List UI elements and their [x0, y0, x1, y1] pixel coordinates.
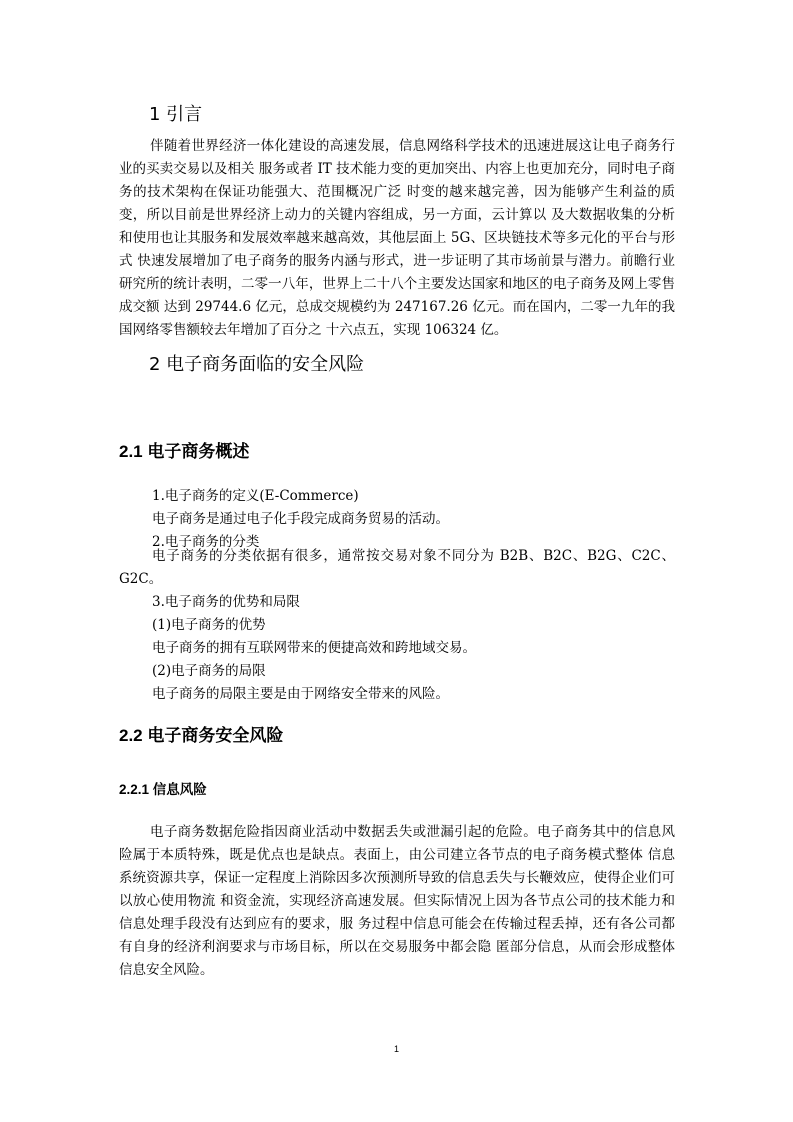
- item-3b-title: (2)电子商务的局限: [152, 663, 266, 679]
- section-2-heading: 2 电子商务面临的安全风险: [149, 354, 365, 375]
- item-3a-title: (1)电子商务的优势: [152, 617, 266, 633]
- section-2-2-heading: 2.2 电子商务安全风险: [119, 726, 284, 745]
- section-2-2-1-heading: 2.2.1 信息风险: [119, 782, 207, 797]
- item-3b-text: 电子商务的局限主要是由于网络安全带来的风险。: [152, 686, 449, 702]
- item-1-title: 1.电子商务的定义(E-Commerce): [152, 488, 359, 504]
- section-2-2-1-paragraph: 电子商务数据危险指因商业活动中数据丢失或泄漏引起的危险。电子商务其中的信息风险属于本质特殊，既是优点也是缺点。表面上，由公司建立各节点的电子商务模式整体 信息系统资源共享，保证一定程度上消除因多次预测所导致的信息丢失与长鞭效应，使得企业们可以放心使用物流 和资金流，实现经济高速发展。但实际情况上因为各节点公司的技术能力和信息处理手段没有达到应有的要求，服 务过程中信息可能会在传输过程丢掉，还有各公司都有自身的经济利润要求与市场目标，所以在交易服务中都会隐 匿部分信息，从而会形成整体信息安全风险。: [119, 824, 675, 978]
- item-2-title: 2.电子商务的分类: [152, 534, 260, 550]
- item-1-text: 电子商务是通过电子化手段完成商务贸易的活动。: [152, 511, 449, 527]
- item-3-title: 3.电子商务的优势和局限: [152, 594, 300, 610]
- item-2-text: 电子商务的分类依据有很多，通常按交易对象不同分为 B2B、B2C、B2G、C2C、G2C。: [119, 548, 675, 587]
- item-3a-text: 电子商务的拥有互联网带来的便捷高效和跨地域交易。: [152, 640, 476, 656]
- section-1-heading: 1 引言: [149, 104, 203, 125]
- section-2-1-heading: 2.1 电子商务概述: [119, 442, 250, 461]
- section-1-paragraph: 伴随着世界经济一体化建设的高速发展，信息网络科学技术的迅速进展这让电子商务行业的买卖交易以及相关 服务或者 IT 技术能力变的更加突出、内容上也更加充分，同时电子商务的技术架构在保证功能强大、范围概况广泛 时变的越来越完善，因为能够产生利益的质变，所以目前是世界经济上动力的关键内容组成，另一方面，云计算以 及大数据收集的分析和使用也让其服务和发展效率越来越高效，其他层面上 5G、区块链技术等多元化的平台与形式 快速发展增加了电子商务的服务内涵与形式，进一步证明了其市场前景与潜力。前瞻行业研究所的统计表明，二零一八年，世界上二十八个主要发达国家和地区的电子商务及网上零售成交额 达到 29744.6 亿元，总成交规模约为 247167.26 亿元。而在国内，二零一九年的我国网络零售额较去年增加了百分之 十六点五，实现 106324 亿。: [119, 138, 675, 338]
- page-number: 1: [393, 1044, 399, 1054]
